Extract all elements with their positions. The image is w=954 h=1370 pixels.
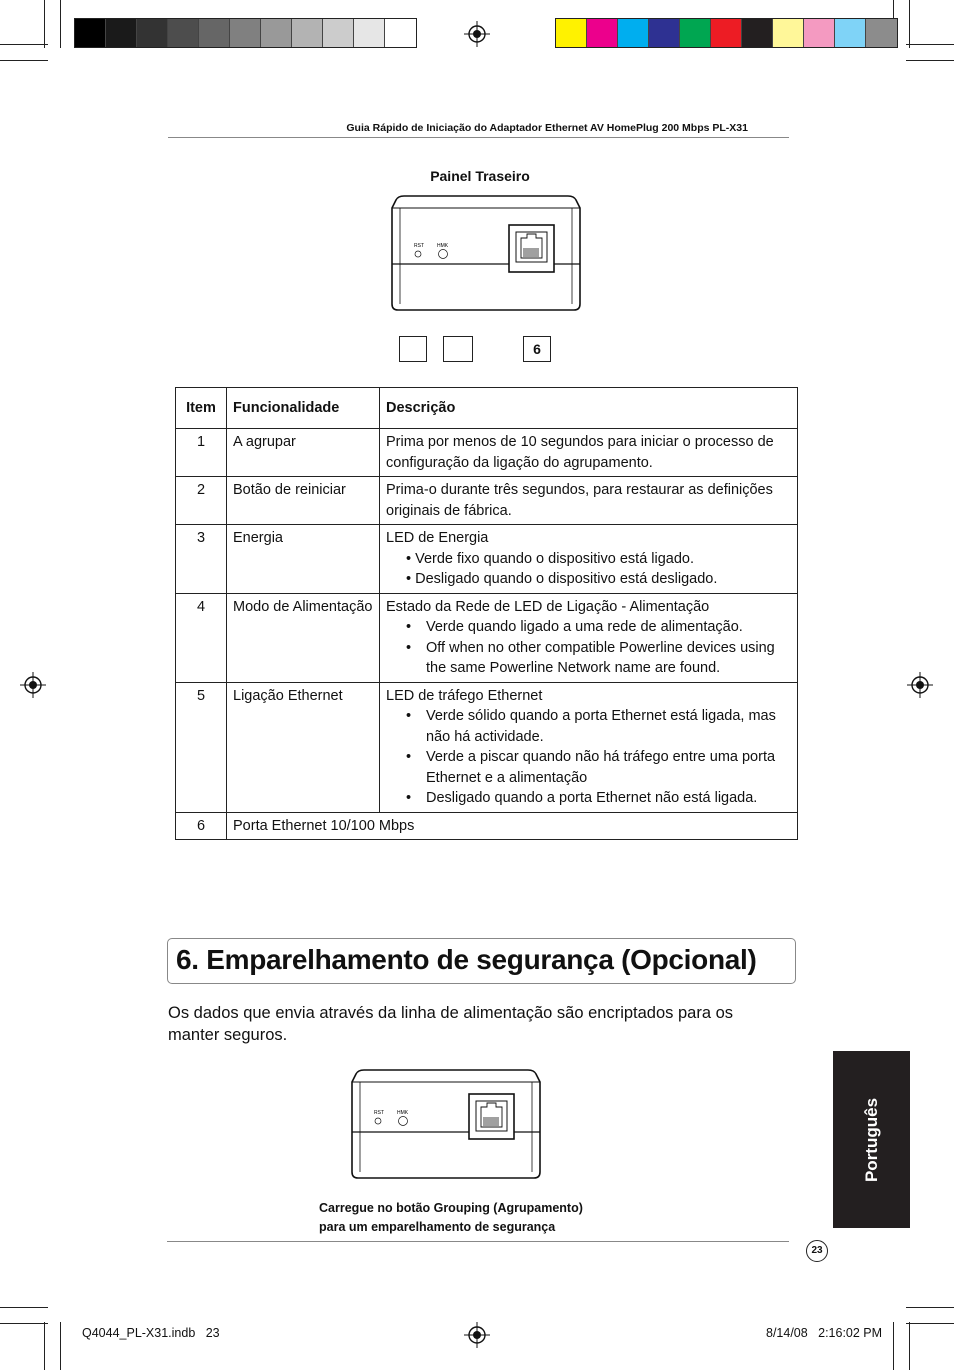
page-number: 23 (806, 1240, 828, 1262)
rear-panel-title: Painel Traseiro (430, 168, 530, 184)
cmyk-color-bar (555, 18, 898, 48)
color-swatch (649, 19, 680, 47)
bullet-item: • Off when no other compatible Powerline devices using the same Powerline Network name are found. (386, 638, 791, 679)
crop-mark (0, 1307, 48, 1308)
table-row (176, 593, 798, 682)
color-swatch (230, 19, 261, 47)
header-rule (168, 137, 789, 138)
row-item: 4 (176, 593, 227, 682)
section-title: 6. Emparelhamento de segurança (Opcional) (176, 944, 757, 975)
table-row (176, 525, 798, 594)
adapter-grouping-illustration (348, 1068, 544, 1180)
crop-mark (0, 44, 48, 45)
bullet-item: • Verde a piscar quando não há tráfego entre uma porta Ethernet e a alimentação (386, 747, 791, 788)
footer-timestamp: 8/14/08 2:16:02 PM (766, 1326, 883, 1340)
color-swatch (742, 19, 773, 47)
header-feature: Funcionalidade (227, 388, 380, 429)
language-side-tab (833, 1051, 910, 1228)
color-swatch (199, 19, 230, 47)
header-description: Descrição (380, 388, 798, 429)
color-swatch (835, 19, 866, 47)
row-feature: Modo de Alimentação (227, 593, 380, 682)
table-row (176, 812, 798, 840)
row-item: 2 (176, 477, 227, 525)
row-description-cell (380, 593, 798, 682)
footer-rule (167, 1241, 789, 1242)
caption-line-1: Carregue no botão Grouping (Agrupamento) (319, 1201, 583, 1215)
rst-label: RST (414, 243, 424, 249)
crop-mark (44, 1322, 45, 1370)
row-description-cell (380, 525, 798, 594)
table-row (176, 429, 798, 477)
registration-mark-icon (907, 672, 933, 698)
grayscale-color-bar (74, 18, 417, 48)
row-item: 5 (176, 682, 227, 812)
bullet-list (386, 549, 791, 590)
row-description: LED de Energia (386, 530, 489, 546)
registration-mark-icon (464, 1322, 490, 1348)
color-swatch (587, 19, 618, 47)
table-row (176, 477, 798, 525)
color-swatch (385, 19, 416, 47)
color-swatch (261, 19, 292, 47)
row-item: 3 (176, 525, 227, 594)
color-swatch (618, 19, 649, 47)
bullet-item: • Verde sólido quando a porta Ethernet está ligada, mas não há actividade. (386, 706, 791, 747)
row-feature: Energia (227, 525, 380, 594)
figure-caption (319, 1199, 583, 1237)
color-swatch (773, 19, 804, 47)
color-swatch (680, 19, 711, 47)
color-swatch (804, 19, 835, 47)
crop-mark (0, 60, 48, 61)
callout-box (399, 336, 427, 362)
registration-mark-icon (464, 21, 490, 47)
color-swatch (866, 19, 897, 47)
crop-mark (906, 60, 954, 61)
crop-mark (44, 0, 45, 48)
color-swatch (711, 19, 742, 47)
row-feature: A agrupar (227, 429, 380, 477)
footer-file-info: Q4044_PL-X31.indb 23 (82, 1326, 220, 1340)
color-swatch (168, 19, 199, 47)
hmk-label: HMK (437, 243, 449, 249)
crop-mark (909, 1322, 910, 1370)
language-label: Português (861, 1097, 881, 1182)
color-swatch (354, 19, 385, 47)
row-description: Prima por menos de 10 segundos para iniciar o processo de configuração da ligação do agrupamento. (380, 429, 798, 477)
row-description: Prima-o durante três segundos, para restaurar as definições originais de fábrica. (380, 477, 798, 525)
adapter-rear-panel-illustration (388, 194, 584, 312)
bullet-item: • Desligado quando a porta Ethernet não está ligada. (386, 788, 791, 809)
color-swatch (323, 19, 354, 47)
row-item: 1 (176, 429, 227, 477)
hmk-label: HMK (397, 1110, 409, 1116)
color-swatch (556, 19, 587, 47)
rst-label: RST (374, 1110, 384, 1116)
features-table (175, 387, 798, 840)
color-swatch (137, 19, 168, 47)
caption-line-2: para um emparelhamento de segurança (319, 1220, 556, 1234)
header-item: Item (176, 388, 227, 429)
color-swatch (292, 19, 323, 47)
crop-mark (906, 1307, 954, 1308)
callout-box-6: 6 (523, 336, 551, 362)
table-header-row (176, 388, 798, 429)
crop-mark (906, 44, 954, 45)
bullet-list (386, 617, 791, 679)
crop-mark (893, 1322, 894, 1370)
crop-mark (909, 0, 910, 48)
callout-box (443, 336, 473, 362)
crop-mark (60, 0, 61, 48)
row-feature: Botão de reiniciar (227, 477, 380, 525)
bullet-item: • Verde quando ligado a uma rede de alimentação. (386, 617, 791, 638)
bullet-item: • Verde fixo quando o dispositivo está ligado. (406, 550, 695, 567)
section-intro: Os dados que envia através da linha de alimentação são encriptados para os manter seguros. (168, 1004, 734, 1044)
row-feature: Porta Ethernet 10/100 Mbps (227, 812, 798, 840)
color-swatch (106, 19, 137, 47)
crop-mark (906, 1323, 954, 1324)
row-description: Estado da Rede de LED de Ligação - Alimentação (386, 598, 710, 615)
bullet-list (386, 706, 791, 809)
row-description-cell (380, 682, 798, 812)
bullet-item: • Desligado quando o dispositivo está desligado. (406, 571, 718, 587)
row-item: 6 (176, 812, 227, 840)
table-row (176, 682, 798, 812)
crop-mark (60, 1322, 61, 1370)
color-swatch (75, 19, 106, 47)
row-feature: Ligação Ethernet (227, 682, 380, 812)
crop-mark (0, 1323, 48, 1324)
row-description: LED de tráfego Ethernet (386, 687, 543, 704)
registration-mark-icon (20, 672, 46, 698)
running-header: Guia Rápido de Iniciação do Adaptador Ethernet AV HomePlug 200 Mbps PL-X31 (346, 122, 748, 134)
